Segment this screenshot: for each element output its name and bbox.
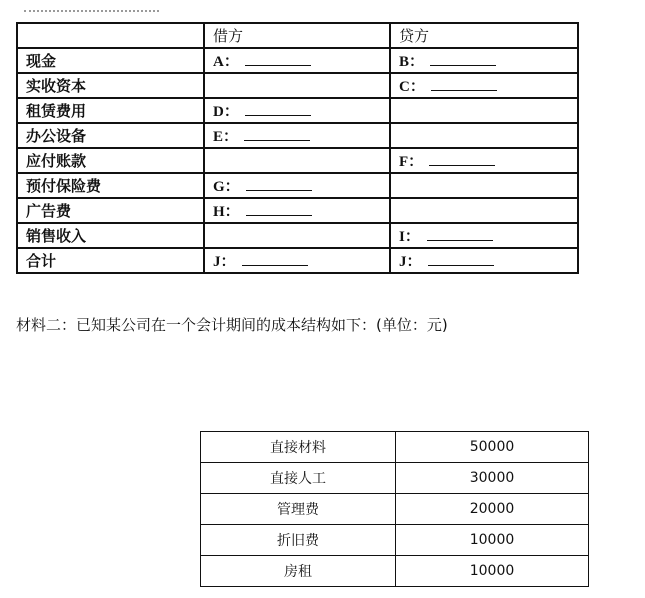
account-name: 合计 <box>17 248 204 273</box>
debit-cell <box>204 73 390 98</box>
answer-blank <box>429 153 495 166</box>
answer-blank <box>430 53 496 66</box>
answer-blank <box>246 203 312 216</box>
debit-code: J： <box>213 254 236 270</box>
credit-code: I： <box>399 229 420 245</box>
answer-blank <box>431 78 497 91</box>
credit-cell <box>390 73 578 98</box>
cost-structure-table <box>200 431 589 587</box>
account-name: 销售收入 <box>17 223 204 248</box>
answer-blank <box>246 178 312 191</box>
header-account <box>17 23 204 48</box>
ledger-table <box>16 22 579 274</box>
ledger-row <box>17 223 578 248</box>
cost-item: 直接材料 <box>201 432 396 463</box>
debit-cell <box>204 198 390 223</box>
account-name: 应付账款 <box>17 148 204 173</box>
credit-code: B： <box>399 54 425 70</box>
account-name: 办公设备 <box>17 123 204 148</box>
debit-code: A： <box>213 54 239 70</box>
credit-code: J： <box>399 254 422 270</box>
answer-blank <box>244 128 310 141</box>
credit-cell <box>390 173 578 198</box>
credit-cell <box>390 123 578 148</box>
cropped-text-remnant <box>24 10 159 18</box>
header-debit: 借方 <box>204 23 390 48</box>
credit-cell <box>390 198 578 223</box>
material-note: 材料二：已知某公司在一个会计期间的成本结构如下：(单位：元) <box>16 316 448 334</box>
answer-blank <box>427 228 493 241</box>
cost-row <box>201 494 589 525</box>
answer-blank <box>245 103 311 116</box>
answer-blank <box>245 53 311 66</box>
ledger-row <box>17 198 578 223</box>
ledger-row <box>17 98 578 123</box>
debit-cell <box>204 48 390 73</box>
debit-cell <box>204 123 390 148</box>
answer-blank <box>428 253 494 266</box>
account-name: 广告费 <box>17 198 204 223</box>
cost-item: 房租 <box>201 556 396 587</box>
credit-cell <box>390 48 578 73</box>
ledger-total-row <box>17 248 578 273</box>
debit-code: G： <box>213 179 240 195</box>
credit-cell <box>390 248 578 273</box>
cost-amount: 30000 <box>396 463 589 494</box>
cost-amount: 20000 <box>396 494 589 525</box>
cost-item: 折旧费 <box>201 525 396 556</box>
cost-amount: 10000 <box>396 556 589 587</box>
account-name: 实收资本 <box>17 73 204 98</box>
cost-amount: 50000 <box>396 432 589 463</box>
cost-row <box>201 432 589 463</box>
answer-blank <box>242 253 308 266</box>
credit-cell <box>390 223 578 248</box>
cost-amount: 10000 <box>396 525 589 556</box>
debit-code: E： <box>213 129 239 145</box>
account-name: 现金 <box>17 48 204 73</box>
ledger-row <box>17 148 578 173</box>
header-credit: 贷方 <box>390 23 578 48</box>
account-name: 预付保险费 <box>17 173 204 198</box>
cost-row <box>201 525 589 556</box>
debit-cell <box>204 248 390 273</box>
debit-code: D： <box>213 104 239 120</box>
debit-cell <box>204 173 390 198</box>
cost-row <box>201 463 589 494</box>
debit-cell <box>204 148 390 173</box>
credit-code: F： <box>399 154 424 170</box>
credit-code: C： <box>399 79 425 95</box>
ledger-row <box>17 48 578 73</box>
cost-item: 管理费 <box>201 494 396 525</box>
cost-row <box>201 556 589 587</box>
debit-cell <box>204 98 390 123</box>
ledger-row <box>17 173 578 198</box>
debit-code: H： <box>213 204 240 220</box>
cost-item: 直接人工 <box>201 463 396 494</box>
ledger-header-row <box>17 23 578 48</box>
ledger-row <box>17 123 578 148</box>
ledger-row <box>17 73 578 98</box>
credit-cell <box>390 148 578 173</box>
account-name: 租赁费用 <box>17 98 204 123</box>
credit-cell <box>390 98 578 123</box>
debit-cell <box>204 223 390 248</box>
